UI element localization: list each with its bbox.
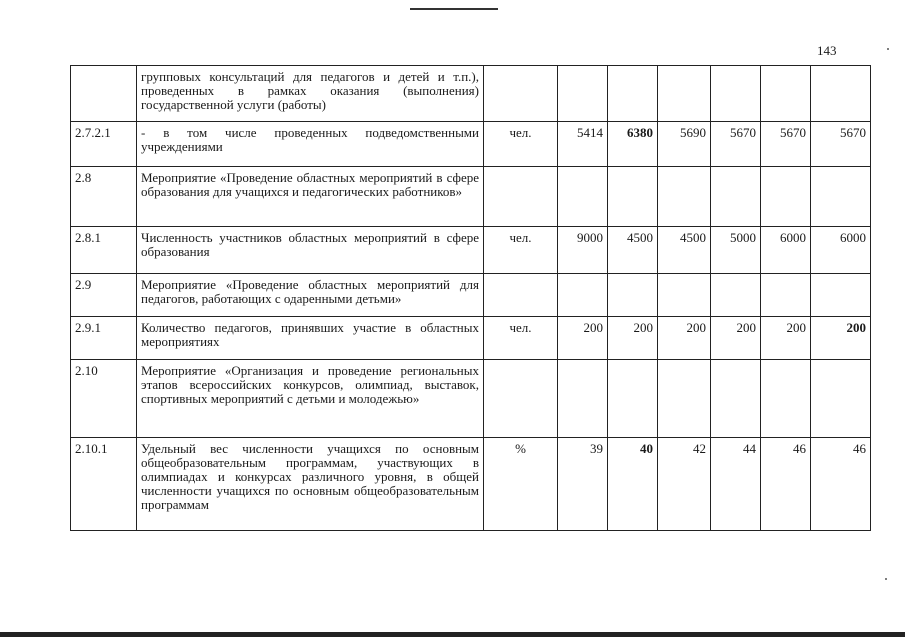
row-value: 5414 — [558, 122, 608, 167]
row-value — [658, 274, 711, 317]
row-value — [711, 66, 761, 122]
row-value — [761, 360, 811, 438]
row-code: 2.9.1 — [71, 317, 137, 360]
row-code — [71, 66, 137, 122]
top-rule — [410, 8, 498, 10]
row-value — [711, 360, 761, 438]
row-value — [711, 274, 761, 317]
row-value: 200 — [761, 317, 811, 360]
row-unit: % — [484, 438, 558, 531]
row-value: 200 — [558, 317, 608, 360]
row-value: 6000 — [761, 227, 811, 274]
page-number: 143 — [817, 43, 837, 58]
row-value: 200 — [811, 317, 871, 360]
row-value: 46 — [761, 438, 811, 531]
table-row — [71, 122, 871, 167]
table-row — [71, 438, 871, 531]
row-value: 5670 — [761, 122, 811, 167]
row-value — [711, 167, 761, 227]
row-value — [761, 167, 811, 227]
row-description: Мероприятие «Организация и проведение региональных этапов всероссийских конкурсов, олимпиад, выставок, спортивных мероприятий с детьми и молодежью» — [137, 360, 484, 438]
row-value: 200 — [711, 317, 761, 360]
row-value — [658, 66, 711, 122]
row-value — [558, 274, 608, 317]
row-value — [608, 66, 658, 122]
row-value — [658, 167, 711, 227]
scan-bottom-edge — [0, 632, 905, 637]
row-description: - в том числе проведенных подведомственными учреждениями — [137, 122, 484, 167]
row-value — [558, 167, 608, 227]
row-value — [558, 66, 608, 122]
row-code: 2.7.2.1 — [71, 122, 137, 167]
row-value: 200 — [608, 317, 658, 360]
row-value — [608, 360, 658, 438]
row-value — [811, 167, 871, 227]
row-value: 46 — [811, 438, 871, 531]
row-unit — [484, 66, 558, 122]
row-description: Удельный вес численности учащихся по основным общеобразовательным программам, участвующих в олимпиадах и конкурсах различного уровня, в общей численности учащихся по основным общеобразовательным программам — [137, 438, 484, 531]
row-value: 39 — [558, 438, 608, 531]
table-row — [71, 167, 871, 227]
row-value — [608, 274, 658, 317]
row-unit — [484, 360, 558, 438]
row-value: 5000 — [711, 227, 761, 274]
row-value: 6000 — [811, 227, 871, 274]
row-unit: чел. — [484, 122, 558, 167]
row-value: 5670 — [811, 122, 871, 167]
scan-speck — [885, 578, 887, 580]
row-value — [558, 360, 608, 438]
row-code: 2.8 — [71, 167, 137, 227]
table-row — [71, 274, 871, 317]
row-value: 200 — [658, 317, 711, 360]
row-description: групповых консультаций для педагогов и детей и т.п.), проведенных в рамках оказания (выполнения) государственной услуги (работы) — [137, 66, 484, 122]
row-code: 2.10 — [71, 360, 137, 438]
row-value: 5690 — [658, 122, 711, 167]
row-value: 6380 — [608, 122, 658, 167]
row-value: 5670 — [711, 122, 761, 167]
row-description: Количество педагогов, принявших участие в областных мероприятиях — [137, 317, 484, 360]
row-code: 2.9 — [71, 274, 137, 317]
row-value — [608, 167, 658, 227]
row-value: 4500 — [658, 227, 711, 274]
row-description: Численность участников областных мероприятий в сфере образования — [137, 227, 484, 274]
indicators-table — [70, 65, 871, 531]
row-unit: чел. — [484, 227, 558, 274]
row-value — [761, 274, 811, 317]
row-value: 9000 — [558, 227, 608, 274]
row-unit — [484, 167, 558, 227]
row-unit: чел. — [484, 317, 558, 360]
table-row — [71, 317, 871, 360]
row-value: 40 — [608, 438, 658, 531]
row-code: 2.8.1 — [71, 227, 137, 274]
scan-speck — [887, 48, 889, 50]
row-description: Мероприятие «Проведение областных мероприятий в сфере образования для учащихся и педагогических работников» — [137, 167, 484, 227]
row-value — [761, 66, 811, 122]
row-value — [811, 274, 871, 317]
row-unit — [484, 274, 558, 317]
row-value — [658, 360, 711, 438]
row-value: 4500 — [608, 227, 658, 274]
row-description: Мероприятие «Проведение областных мероприятий для педагогов, работающих с одаренными детьми» — [137, 274, 484, 317]
table-row — [71, 360, 871, 438]
row-code: 2.10.1 — [71, 438, 137, 531]
table-row — [71, 227, 871, 274]
row-value: 44 — [711, 438, 761, 531]
row-value — [811, 360, 871, 438]
table-row — [71, 66, 871, 122]
row-value — [811, 66, 871, 122]
row-value: 42 — [658, 438, 711, 531]
